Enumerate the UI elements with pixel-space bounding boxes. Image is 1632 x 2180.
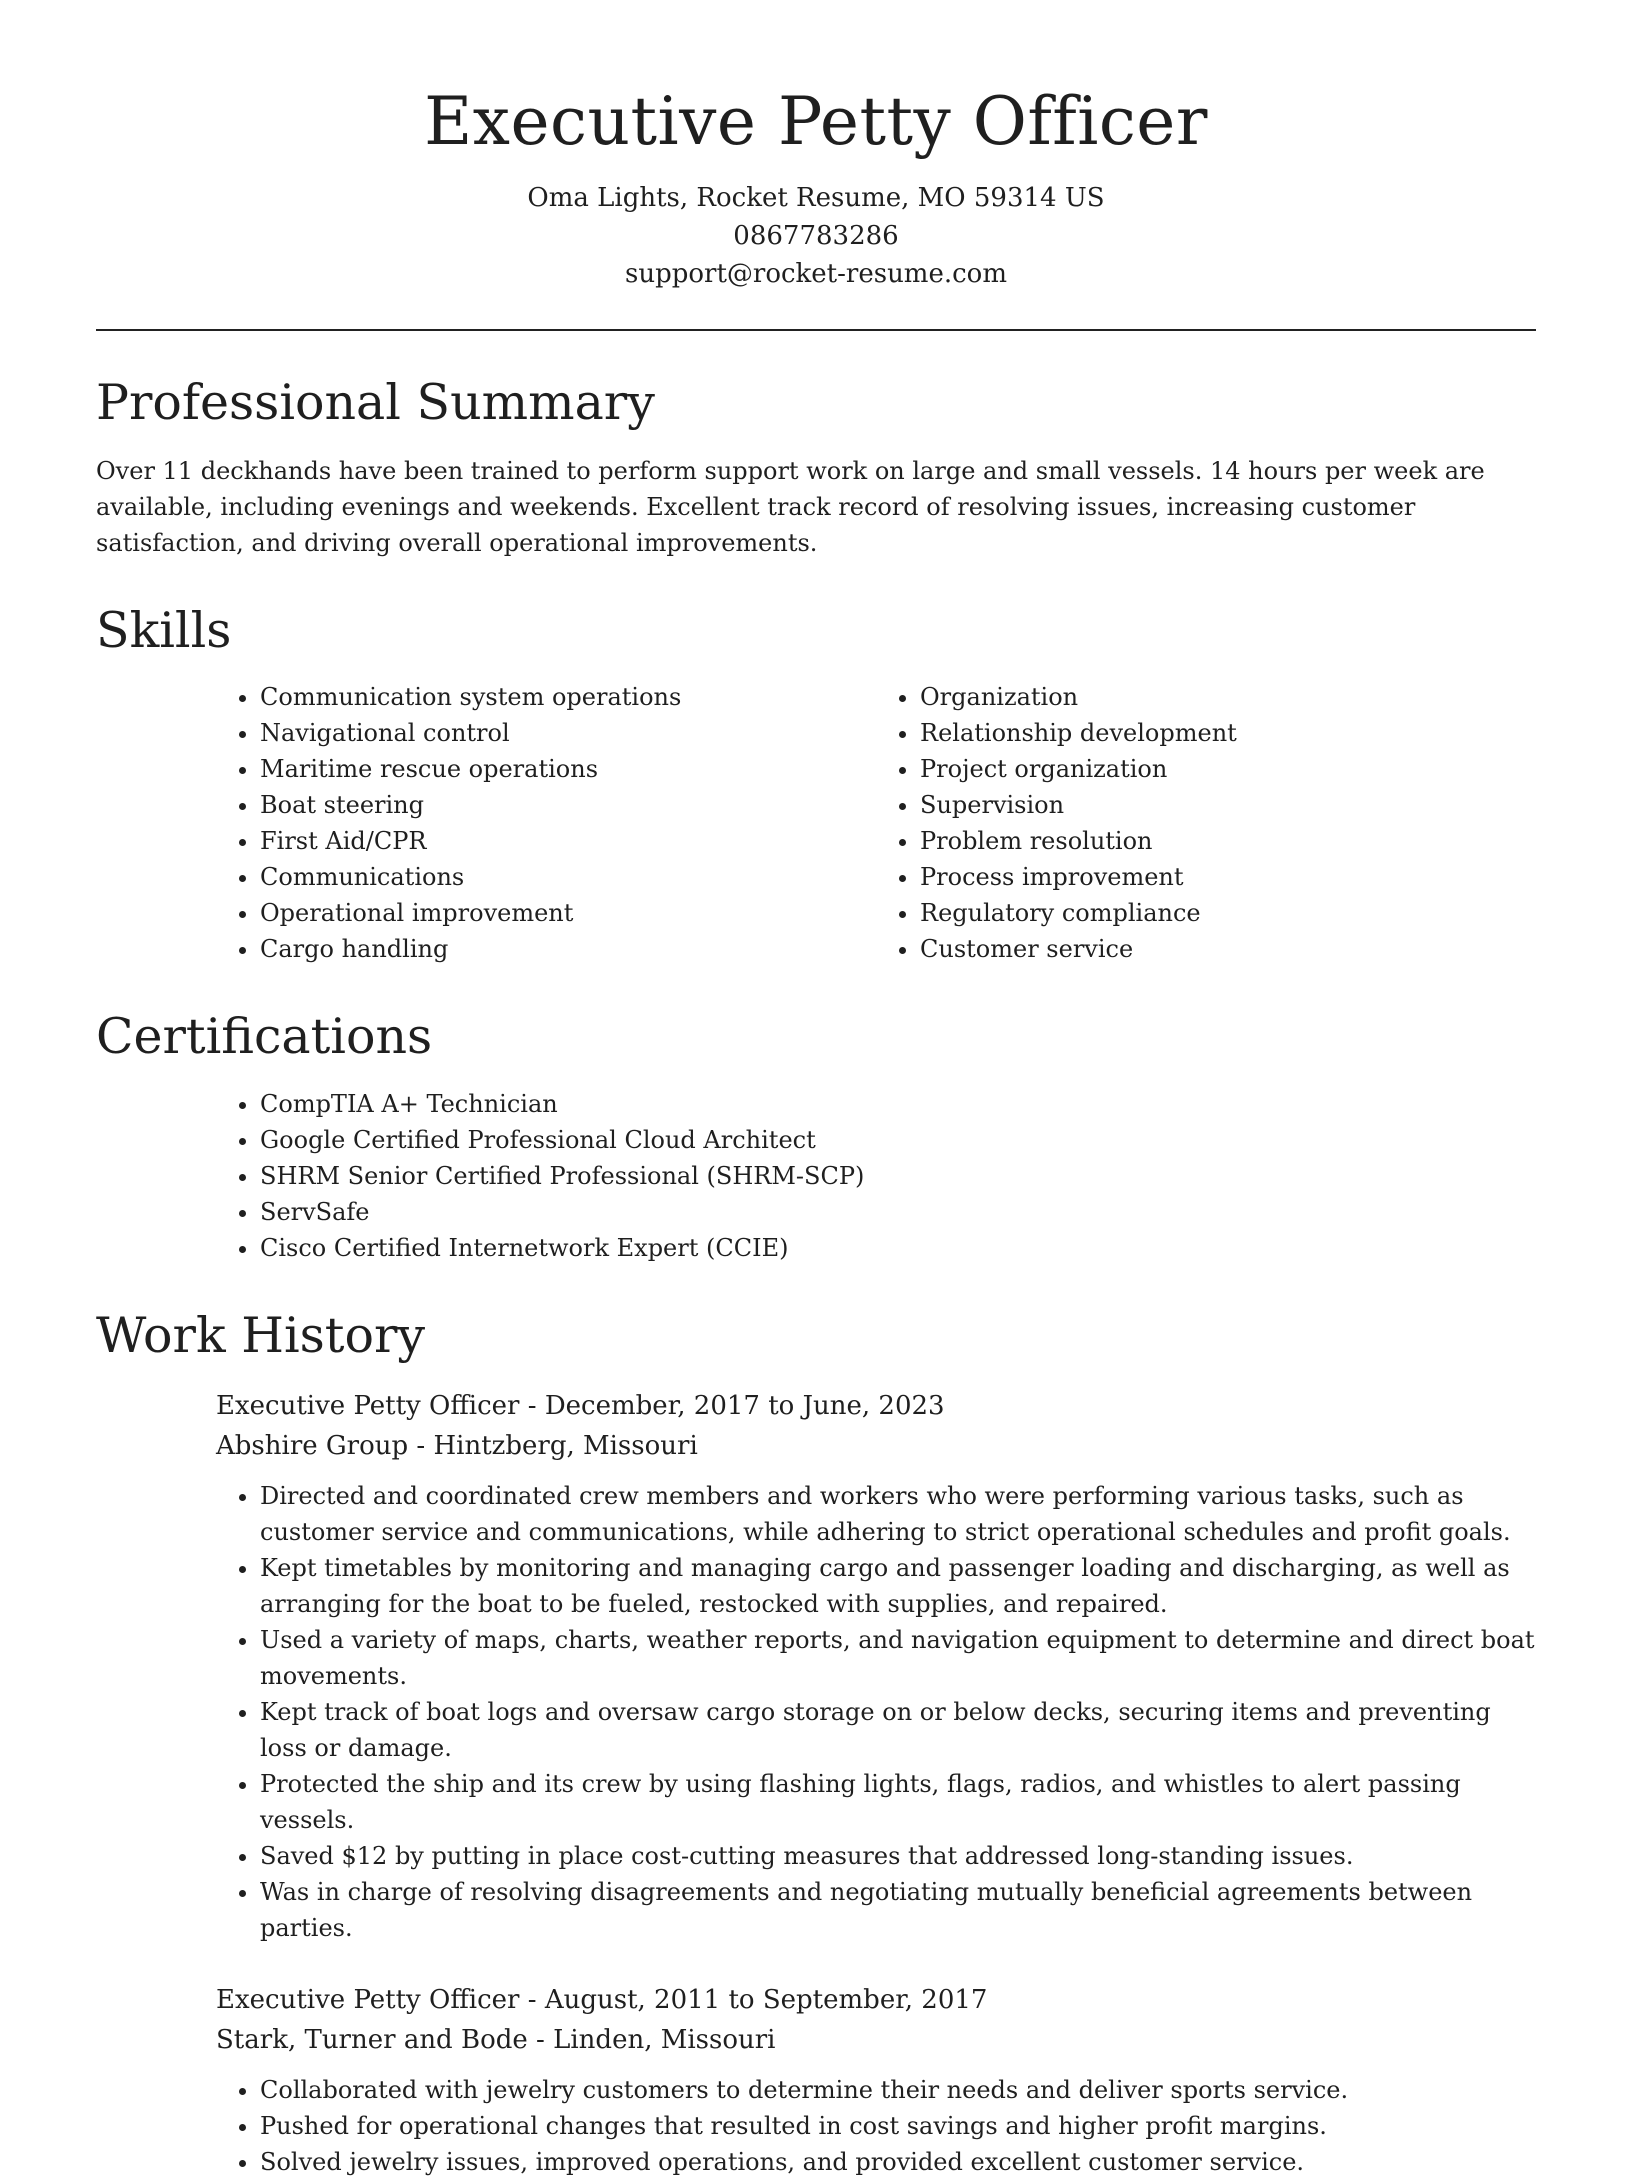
skill-item: • Organization: [920, 679, 1536, 715]
job-bullet: • Used a variety of maps, charts, weather reports, and navigation equipment to determine and direct boat movements.: [260, 1622, 1536, 1694]
job-location: Hintzberg, Missouri: [433, 1430, 698, 1461]
skills-section: [96, 603, 1536, 967]
job-dates: August, 2011 to September, 2017: [544, 1984, 988, 2015]
resume-page: [96, 0, 1536, 2180]
job-title-line: Executive Petty Officer - December, 2017 to June, 2023: [216, 1390, 945, 1421]
contact-address: Oma Lights, Rocket Resume, MO 59314 US: [527, 182, 1105, 213]
skill-item: • Supervision: [920, 787, 1536, 823]
contact-email: support@rocket-resume.com: [624, 258, 1007, 289]
job-location: Linden, Missouri: [553, 2024, 776, 2055]
job-company-line: Stark, Turner and Bode - Linden, Missouri: [216, 2024, 776, 2055]
job-dates: December, 2017 to June, 2023: [544, 1390, 945, 1421]
certifications-list: [216, 1086, 1536, 1266]
job-entry: [216, 1386, 1536, 1946]
certification-item: • ServSafe: [260, 1194, 1536, 1230]
skill-item: • Customer service: [920, 931, 1536, 967]
work-history-heading: Work History: [96, 1306, 426, 1364]
job-bullet: • Kept track of boat logs and oversaw cargo storage on or below decks, securing items and preventing loss or damage.: [260, 1694, 1536, 1766]
work-history-section: [96, 1308, 1536, 2180]
job-bullet: • Collaborated with jewelry customers to determine their needs and deliver sports service.: [260, 2072, 1536, 2108]
certifications-section: [96, 1009, 1536, 1265]
summary-section: [96, 375, 1536, 561]
job-bullets: [216, 2072, 1536, 2180]
job-bullet: • Was in charge of resolving disagreements and negotiating mutually beneficial agreements between parties.: [260, 1874, 1536, 1946]
job-bullets: [216, 1478, 1536, 1946]
job-bullet: • Directed and coordinated crew members and workers who were performing various tasks, such as customer service and communications, while adhering to strict operational schedules and profit goals.: [260, 1478, 1536, 1550]
job-title-line: Executive Petty Officer - August, 2011 to September, 2017: [216, 1984, 988, 2015]
skill-item: • Relationship development: [920, 715, 1536, 751]
summary-heading: Professional Summary: [96, 373, 655, 431]
summary-text: Over 11 deckhands have been trained to perform support work on large and small vessels. 14 hours per week are available, including evenings and weekends. Excellent track record of resolving issues, increasing customer satisfaction, and driving overall operational improvements.: [96, 456, 1485, 557]
certification-item: • Google Certified Professional Cloud Architect: [260, 1122, 1536, 1158]
skill-item: • Communication system operations: [260, 679, 876, 715]
job-bullet: • Solved jewelry issues, improved operations, and provided excellent customer service.: [260, 2144, 1536, 2180]
job-title: Executive Petty Officer: [216, 1984, 520, 2015]
job-company-line: Abshire Group - Hintzberg, Missouri: [216, 1430, 698, 1461]
skills-heading: Skills: [96, 601, 232, 659]
resume-name: Executive Petty Officer: [424, 83, 1208, 160]
skills-list-left: [216, 679, 876, 967]
skill-item: • Problem resolution: [920, 823, 1536, 859]
certification-item: • SHRM Senior Certified Professional (SHRM-SCP): [260, 1158, 1536, 1194]
certifications-heading: Certifications: [96, 1008, 433, 1066]
header-divider: [96, 329, 1536, 331]
job-bullet: • Saved $12 by putting in place cost-cutting measures that addressed long-standing issues.: [260, 1838, 1536, 1874]
skill-item: • Regulatory compliance: [920, 895, 1536, 931]
certification-item: • CompTIA A+ Technician: [260, 1086, 1536, 1122]
job-company: Stark, Turner and Bode: [216, 2024, 528, 2055]
job-title: Executive Petty Officer: [216, 1390, 520, 1421]
job-company: Abshire Group: [216, 1430, 409, 1461]
skills-columns: [216, 679, 1536, 967]
job-bullet: • Pushed for operational changes that resulted in cost savings and higher profit margins.: [260, 2108, 1536, 2144]
skill-item: • Operational improvement: [260, 895, 876, 931]
skills-list-right: [876, 679, 1536, 967]
certification-item: • Cisco Certified Internetwork Expert (CCIE): [260, 1230, 1536, 1266]
skill-item: • Boat steering: [260, 787, 876, 823]
skill-item: • Process improvement: [920, 859, 1536, 895]
skill-item: • Maritime rescue operations: [260, 751, 876, 787]
job-bullet: • Kept timetables by monitoring and managing cargo and passenger loading and discharging, as well as arranging for the boat to be fueled, restocked with supplies, and repaired.: [260, 1550, 1536, 1622]
job-entry: [216, 1980, 1536, 2180]
skill-item: • Communications: [260, 859, 876, 895]
skill-item: • First Aid/CPR: [260, 823, 876, 859]
skill-item: • Project organization: [920, 751, 1536, 787]
job-bullet: • Protected the ship and its crew by using flashing lights, flags, radios, and whistles to alert passing vessels.: [260, 1766, 1536, 1838]
contact-phone: 0867783286: [733, 220, 899, 251]
skill-item: • Navigational control: [260, 715, 876, 751]
contact-block: [96, 179, 1536, 293]
skill-item: • Cargo handling: [260, 931, 876, 967]
